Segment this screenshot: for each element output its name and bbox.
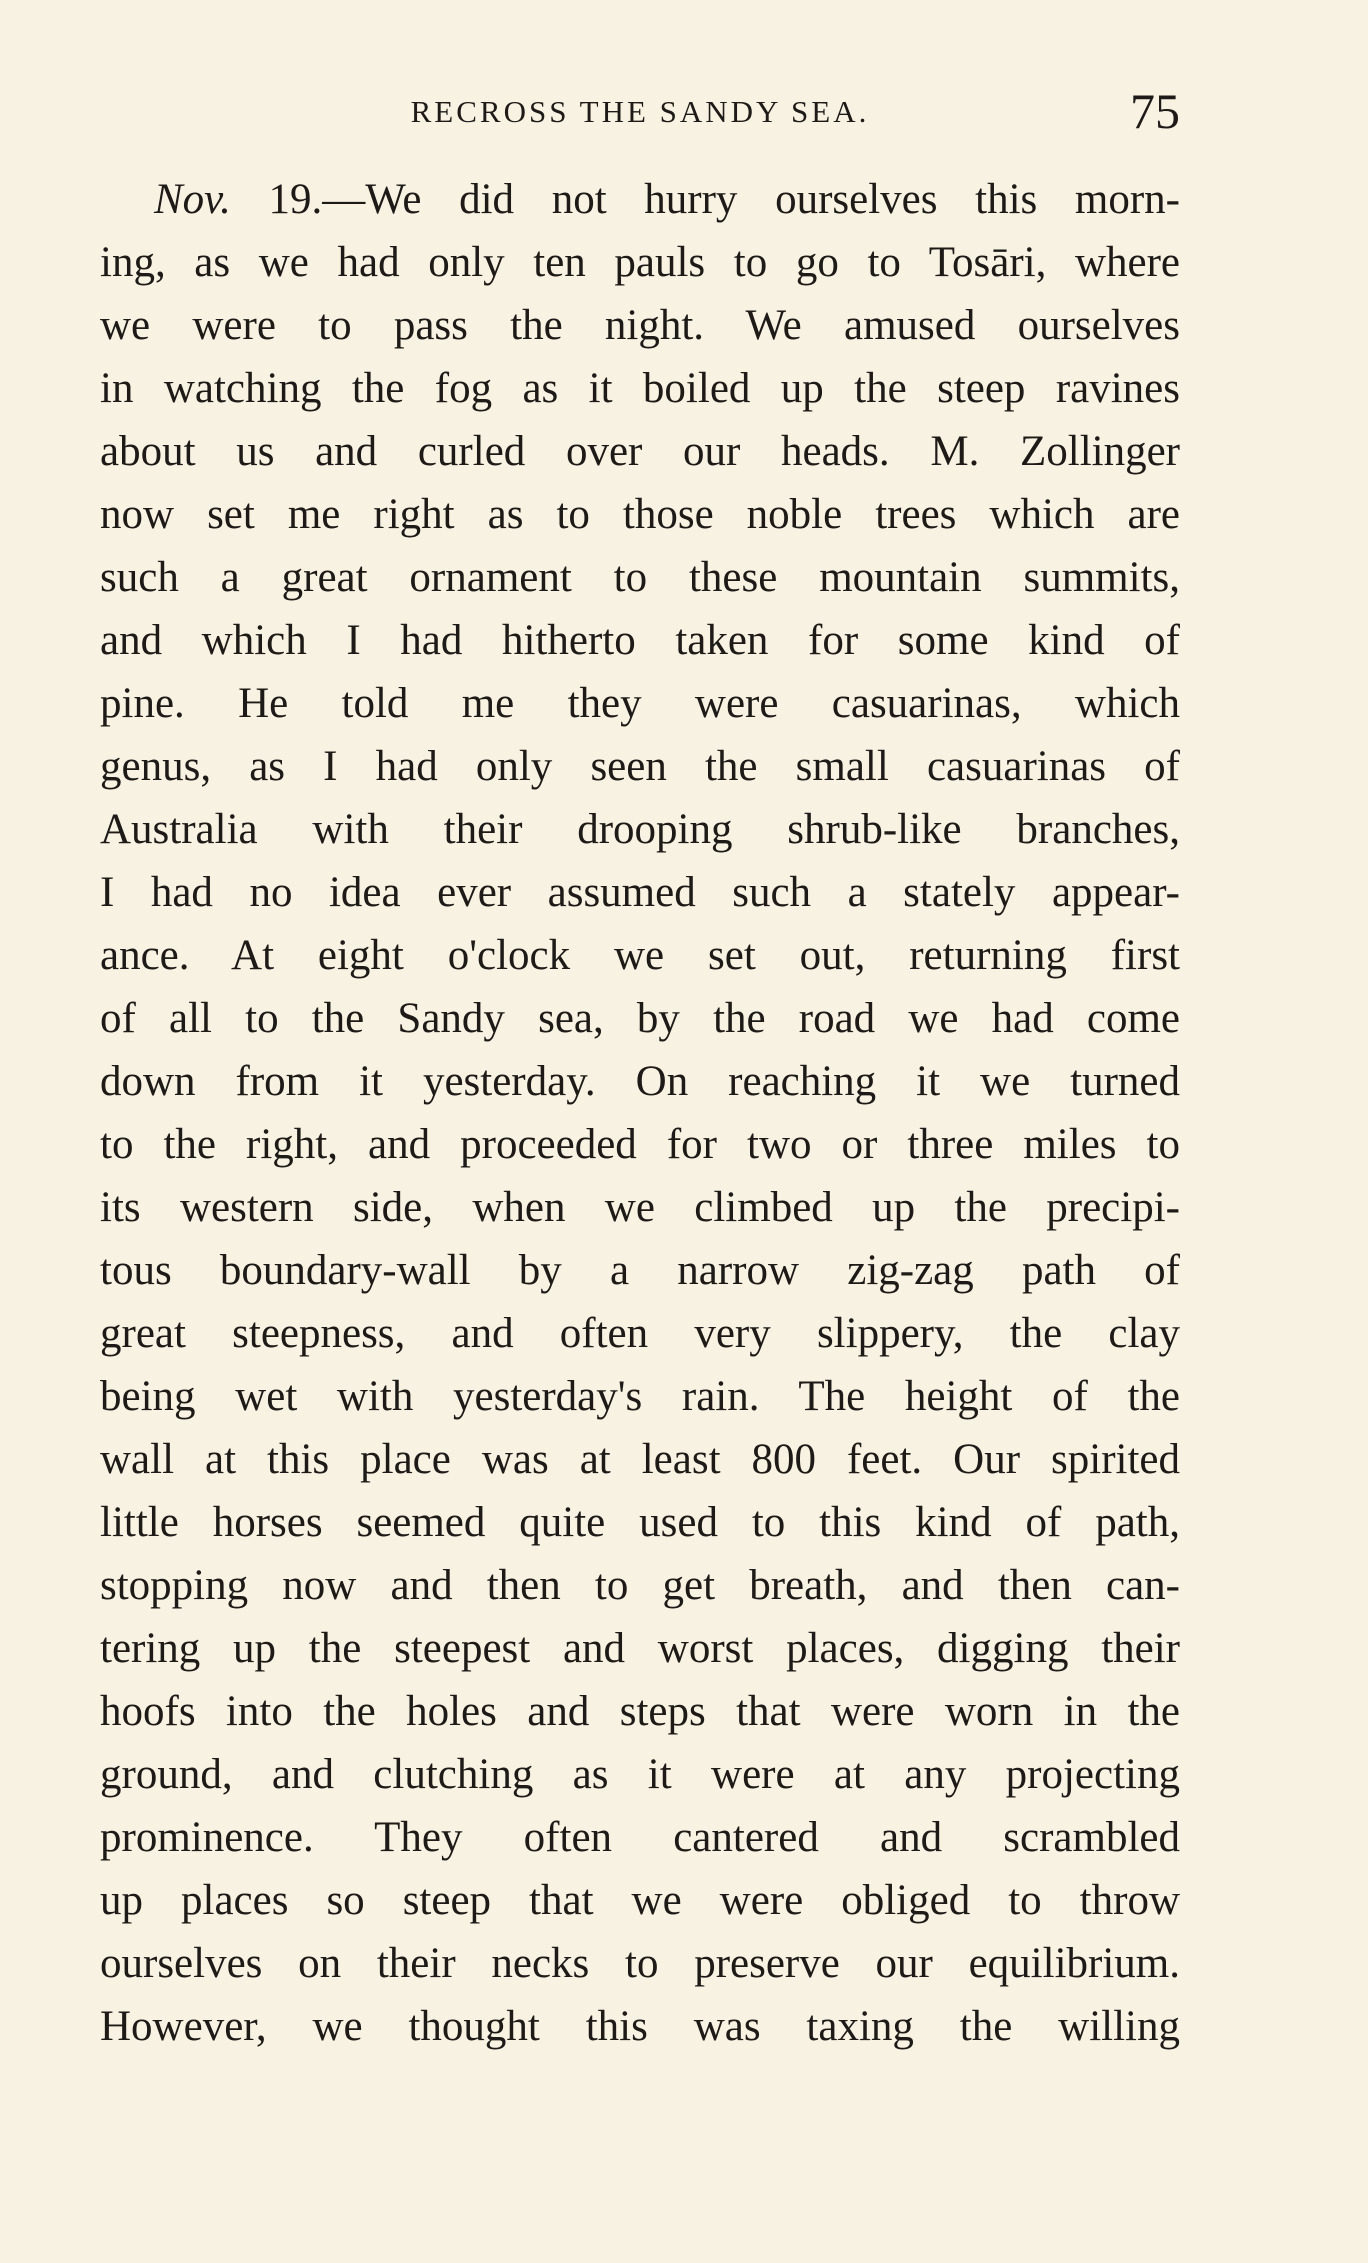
text-line: up places so steep that we were obliged to throw xyxy=(100,1877,1180,1924)
text-line: tous boundary-wall by a narrow zig-zag path of xyxy=(100,1247,1180,1294)
text-line: great steepness, and often very slippery, the clay xyxy=(100,1310,1180,1357)
text-line: tering up the steepest and worst places, digging their xyxy=(100,1625,1180,1672)
text-line: ing, as we had only ten pauls to go to Tosāri, where xyxy=(100,239,1180,286)
text-line: genus, as I had only seen the small casuarinas of xyxy=(100,743,1180,790)
text-line: to the right, and proceeded for two or three miles to xyxy=(100,1121,1180,1168)
body-paragraph xyxy=(100,168,1180,2058)
text-line: about us and curled over our heads. M. Zollinger xyxy=(100,428,1180,475)
text-line: of all to the Sandy sea, by the road we had come xyxy=(100,995,1180,1042)
page-number: 75 xyxy=(1130,83,1180,139)
text-line: and which I had hitherto taken for some kind of xyxy=(100,617,1180,664)
text-line xyxy=(100,168,1180,231)
running-head xyxy=(100,83,1180,148)
text-line: such a great ornament to these mountain summits, xyxy=(100,554,1180,601)
text-line: hoofs into the holes and steps that were worn in the xyxy=(100,1688,1180,1735)
text-line: ourselves on their necks to preserve our equilibrium. xyxy=(100,1940,1180,1987)
text-line: its western side, when we climbed up the precipi- xyxy=(100,1184,1180,1231)
line-text: 19.—We did not hurry ourselves this morn- xyxy=(268,176,1180,223)
chapter-running-title: RECROSS THE SANDY SEA. xyxy=(410,94,870,129)
entry-date: Nov. xyxy=(154,176,231,223)
text-line: in watching the fog as it boiled up the steep ravines xyxy=(100,365,1180,412)
text-line: wall at this place was at least 800 feet. Our spirited xyxy=(100,1436,1180,1483)
text-line: prominence. They often cantered and scrambled xyxy=(100,1814,1180,1861)
text-line: pine. He told me they were casuarinas, which xyxy=(100,680,1180,727)
text-line: ance. At eight o'clock we set out, returning first xyxy=(100,932,1180,979)
text-line: now set me right as to those noble trees which are xyxy=(100,491,1180,538)
text-line: ground, and clutching as it were at any projecting xyxy=(100,1751,1180,1798)
text-line: I had no idea ever assumed such a stately appear- xyxy=(100,869,1180,916)
text-line: However, we thought this was taxing the willing xyxy=(100,2003,1180,2050)
text-line: down from it yesterday. On reaching it we turned xyxy=(100,1058,1180,1105)
text-line: Australia with their drooping shrub-like branches, xyxy=(100,806,1180,853)
text-line: stopping now and then to get breath, and then can- xyxy=(100,1562,1180,1609)
text-line: little horses seemed quite used to this kind of path, xyxy=(100,1499,1180,1546)
text-line: we were to pass the night. We amused ourselves xyxy=(100,302,1180,349)
text-line: being wet with yesterday's rain. The height of the xyxy=(100,1373,1180,1420)
